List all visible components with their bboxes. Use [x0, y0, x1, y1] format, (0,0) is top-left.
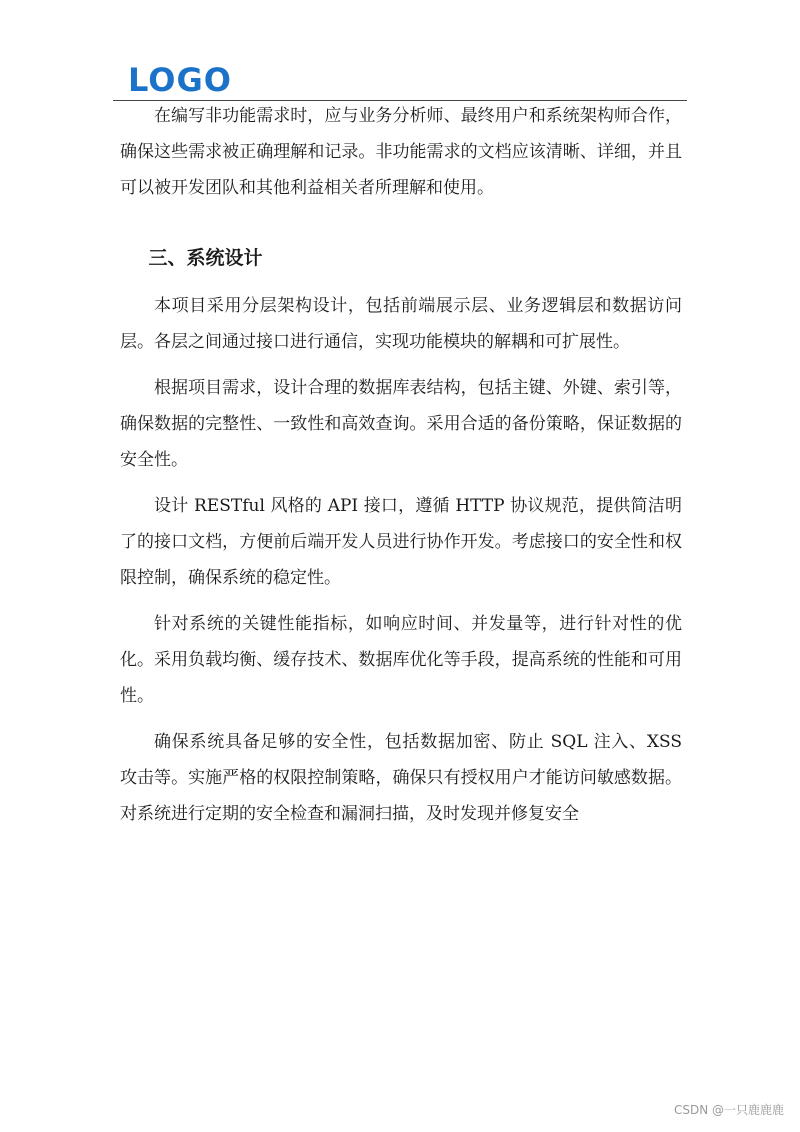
- paragraph-security: 确保系统具备足够的安全性，包括数据加密、防止 SQL 注入、XSS 攻击等。实施严格的权限控制策略，确保只有授权用户才能访问敏感数据。对系统进行定期的安全检查和漏洞扫描，及时发现并修复安全: [120, 732, 682, 824]
- csdn-watermark: CSDN @一只鹿鹿鹿: [673, 1103, 784, 1117]
- paragraph-performance: 针对系统的关键性能指标，如响应时间、并发量等，进行针对性的优化。采用负载均衡、缓存技术、数据库优化等手段，提高系统的性能和可用性。: [120, 614, 682, 706]
- section-heading: 三、系统设计: [148, 247, 263, 269]
- document-body: [120, 98, 682, 832]
- paragraph-api: 设计 RESTful 风格的 API 接口，遵循 HTTP 协议规范，提供简洁明了的接口文档，方便前后端开发人员进行协作开发。考虑接口的安全性和权限控制，确保系统的稳定性。: [120, 496, 682, 588]
- paragraph-architecture: 本项目采用分层架构设计，包括前端展示层、业务逻辑层和数据访问层。各层之间通过接口进行通信，实现功能模块的解耦和可扩展性。: [120, 296, 682, 352]
- intro-paragraph: 在编写非功能需求时，应与业务分析师、最终用户和系统架构师合作，确保这些需求被正确理解和记录。非功能需求的文档应该清晰、详细，并且可以被开发团队和其他利益相关者所理解和使用。: [120, 106, 682, 198]
- logo: LOGO: [128, 61, 232, 99]
- paragraph-database: 根据项目需求，设计合理的数据库表结构，包括主键、外键、索引等，确保数据的完整性、一致性和高效查询。采用合适的备份策略，保证数据的安全性。: [120, 378, 682, 470]
